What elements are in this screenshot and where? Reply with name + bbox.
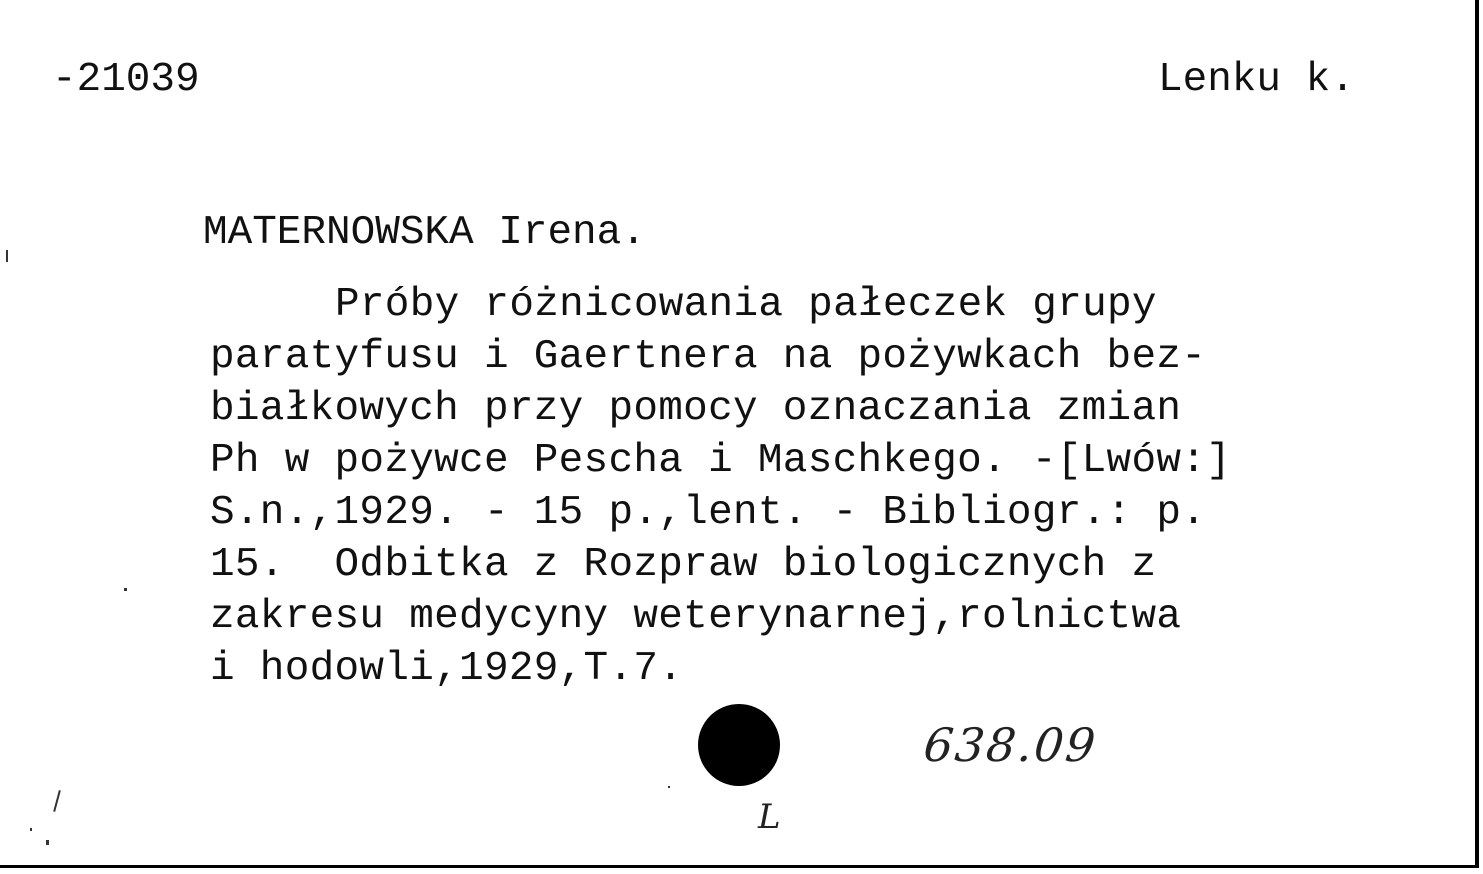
description-line: Ph w pożywce Pescha i Maschkego. -[Lwów:] xyxy=(210,438,1232,484)
speck xyxy=(46,840,49,845)
description-line: zakresu medycyny weterynarnej,rolnictwa xyxy=(210,594,1182,640)
description-line: i hodowli,1929,T.7. xyxy=(210,646,684,692)
speck xyxy=(30,828,32,831)
description-line: 15. Odbitka z Rozpraw biologicznych z xyxy=(210,542,1157,588)
description-line: białkowych przy pomocy oznaczania zmian xyxy=(210,386,1182,432)
speck xyxy=(668,786,670,788)
speck xyxy=(124,588,127,591)
description-line: S.n.,1929. - 15 p.,lent. - Bibliogr.: p. xyxy=(210,490,1207,536)
handwritten-initial: L xyxy=(758,797,781,837)
handwritten-shelf-mark: 638.09 xyxy=(921,718,1100,772)
card-number: -21039 xyxy=(52,57,200,103)
black-dot-mark xyxy=(698,704,780,786)
description-line: Próby różnicowania pałeczek grupy xyxy=(335,282,1157,328)
author-heading: MATERNOWSKA Irena. xyxy=(203,210,646,256)
location-code: Lenku k. xyxy=(1158,57,1355,103)
speck xyxy=(53,790,61,812)
description-line: paratyfusu i Gaertnera na pożywkach bez- xyxy=(210,334,1207,380)
speck xyxy=(6,250,8,262)
